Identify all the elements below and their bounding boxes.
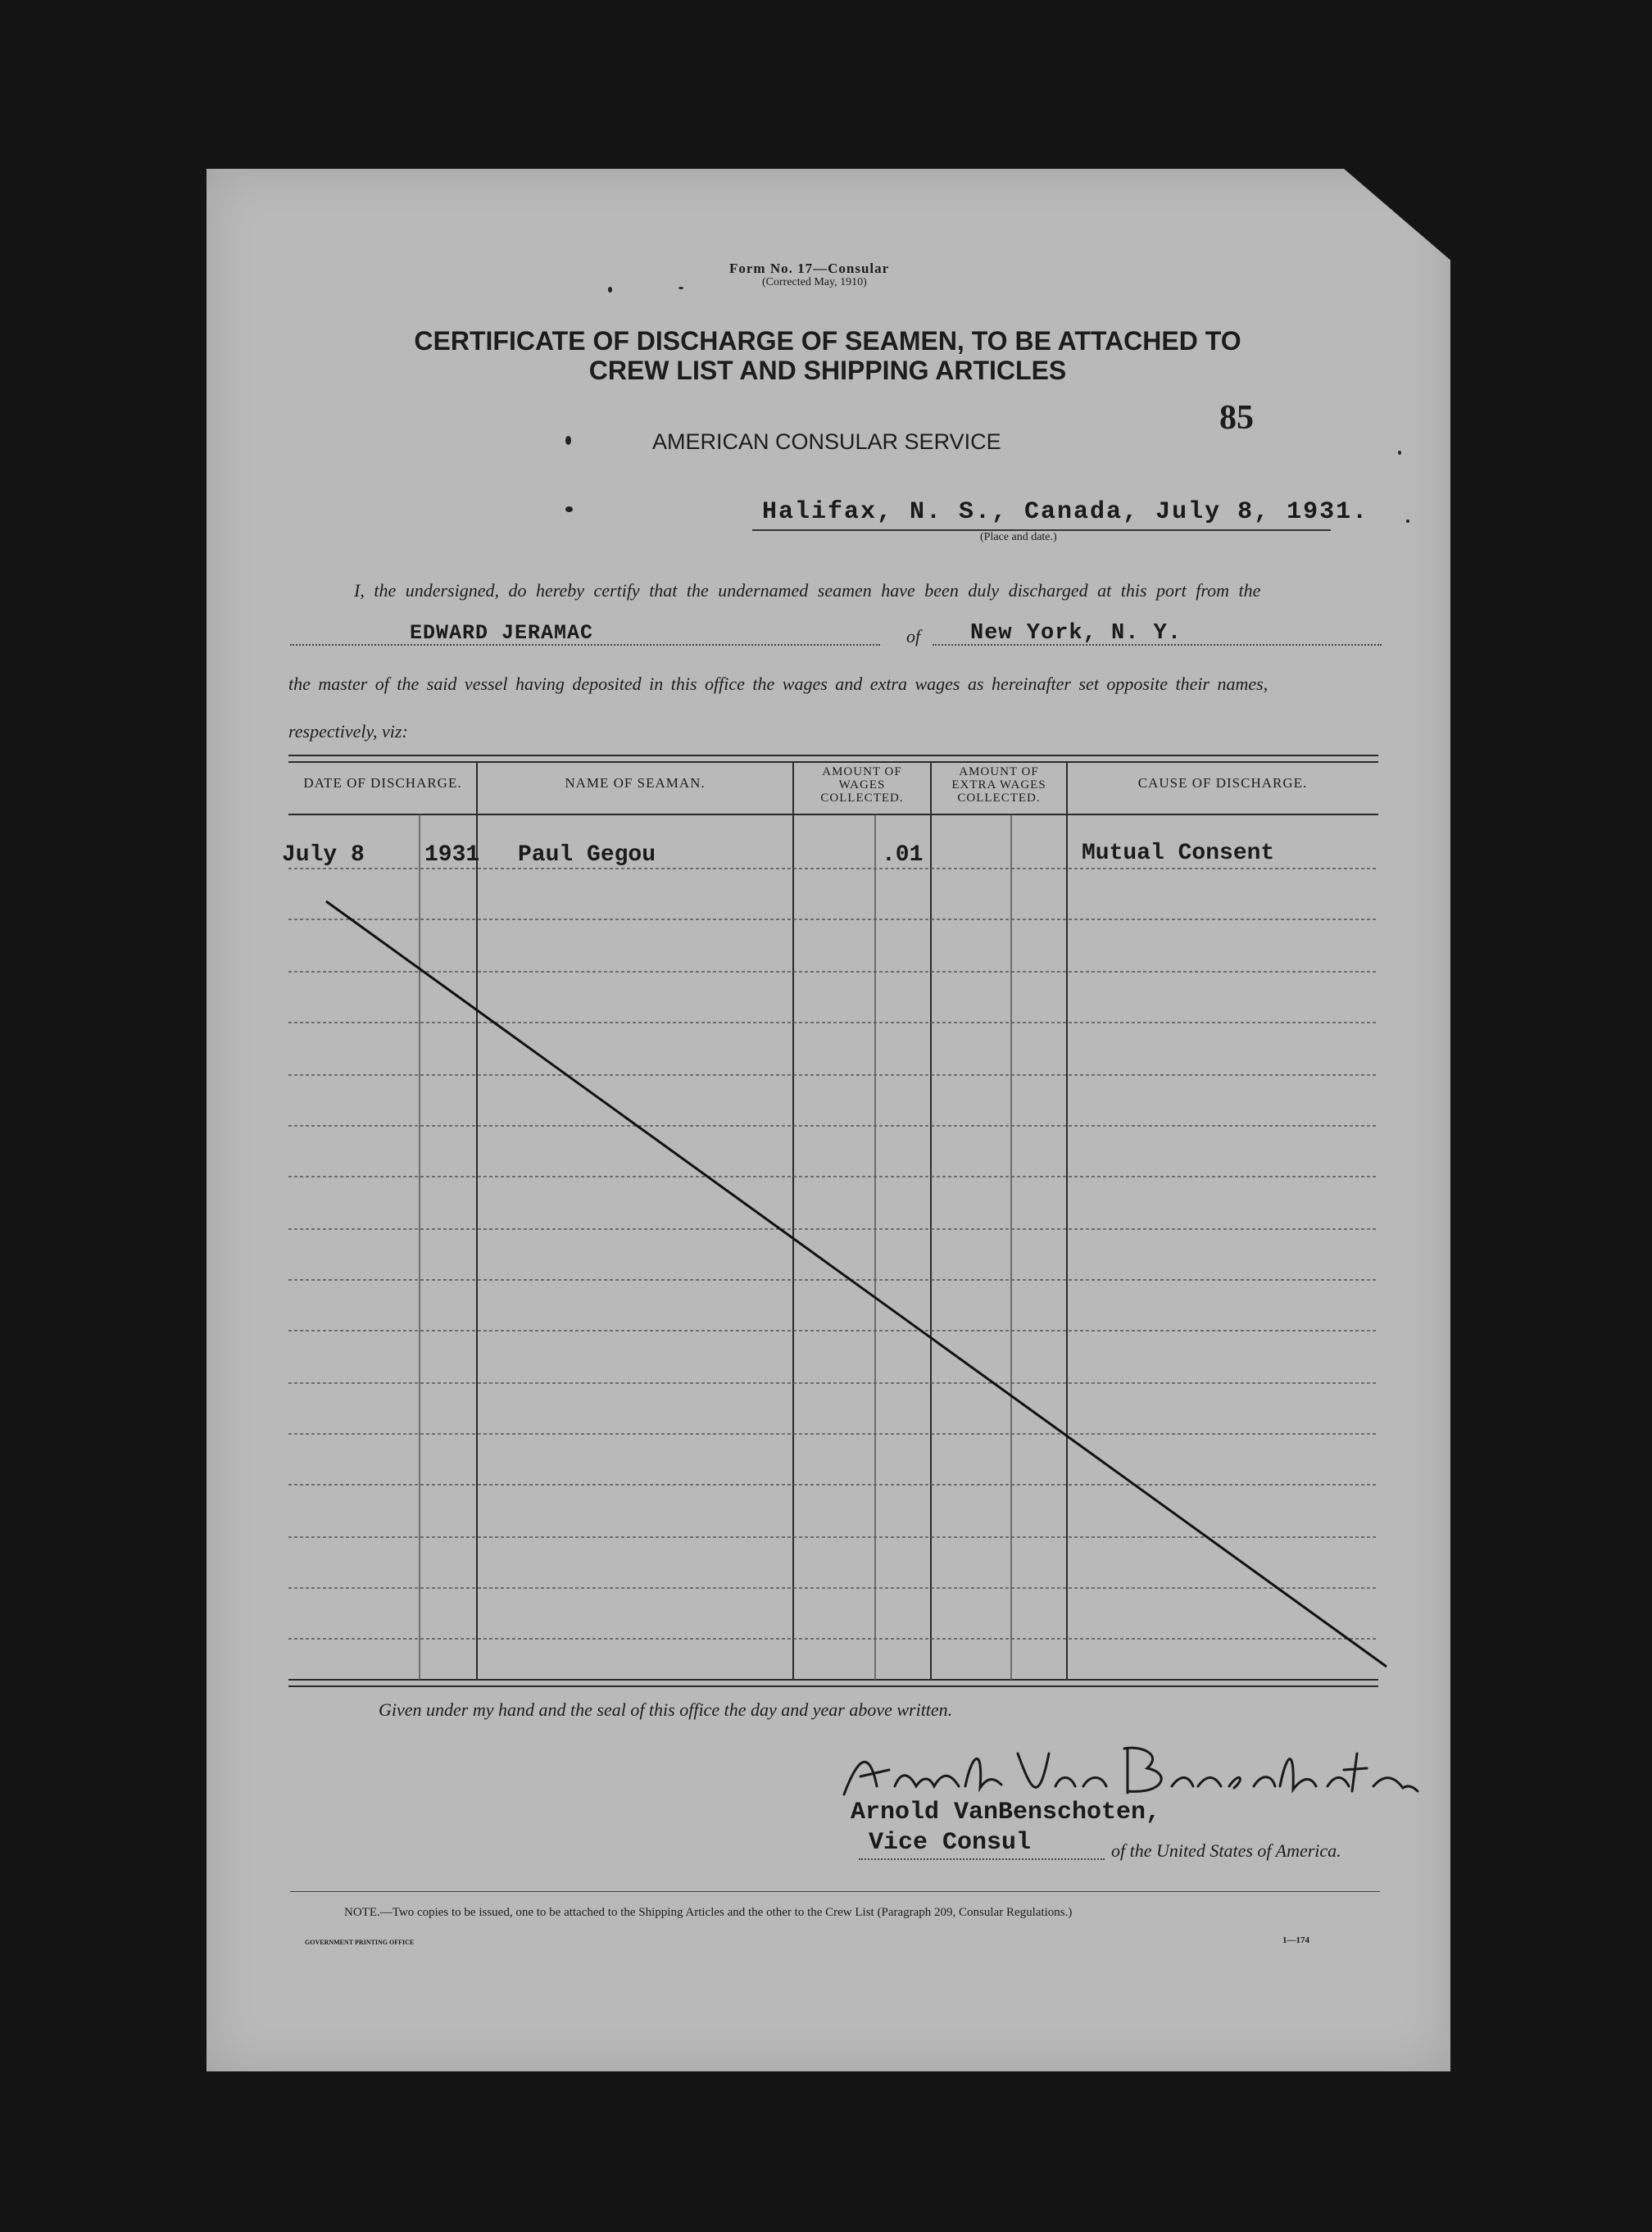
handwritten-number: 85: [1219, 399, 1254, 437]
header-extra-line-1: AMOUNT OF: [959, 765, 1039, 778]
of-united-states-text: of the United States of America.: [1111, 1840, 1341, 1861]
title-line-2: CREW LIST AND SHIPPING ARTICLES: [588, 356, 1067, 385]
title-line-1: CERTIFICATE OF DISCHARGE OF SEAMEN, TO BE ATTACHED TO: [414, 326, 1241, 356]
service-name: AMERICAN CONSULAR SERVICE: [652, 429, 1001, 454]
header-extra-line-2: EXTRA WAGES: [951, 778, 1046, 792]
printer-imprint: GOVERNMENT PRINTING OFFICE: [305, 1939, 415, 1946]
master-text: the master of the said vessel having deposited in this office the wages and extra wages as hereinafter set opposite their names,: [288, 674, 1268, 694]
signer-name: Arnold VanBenschoten,: [851, 1799, 1161, 1826]
header-wages-line-3: COLLECTED.: [820, 792, 904, 805]
certify-text: I, the undersigned, do hereby certify that the undernamed seamen have been duly discharged at this port from the: [354, 580, 1261, 601]
header-date: DATE OF DISCHARGE.: [303, 775, 462, 791]
header-cause: CAUSE OF DISCHARGE.: [1137, 775, 1308, 791]
signer-title-line: [859, 1858, 1105, 1860]
form-code: 1—174: [1282, 1935, 1309, 1945]
cancel-diagonal-line: [326, 901, 1386, 1667]
row-1-seaman-name: Paul Gegou: [518, 842, 656, 868]
form-number: Form No. 17—Consular: [729, 261, 890, 276]
header-extra-wages: [931, 765, 1067, 805]
row-1-date-day: July 8: [282, 842, 365, 868]
header-wages: [793, 765, 931, 805]
header-wages-line-2: WAGES: [838, 778, 886, 792]
respectively-text: respectively, viz:: [288, 721, 408, 742]
form-corrected-date: (Corrected May, 1910): [762, 276, 867, 288]
place-label: (Place and date.): [980, 531, 1057, 543]
header-wages-line-1: AMOUNT OF: [822, 765, 902, 778]
footer-rule: [290, 1891, 1380, 1892]
header-name: NAME OF SEAMAN.: [565, 775, 706, 791]
vessel-name: EDWARD JERAMAC: [410, 621, 594, 645]
vessel-port: New York, N. Y.: [970, 621, 1182, 646]
signer-title: Vice Consul: [869, 1829, 1032, 1857]
note-text: NOTE.—Two copies to be issued, one to be attached to the Shipping Articles and the other to the Crew List (Paragraph 209, Consular Regulations.): [344, 1906, 1073, 1919]
header-extra-line-3: COLLECTED.: [957, 792, 1041, 805]
row-1-cause: Mutual Consent: [1082, 841, 1275, 866]
given-text: Given under my hand and the seal of this office the day and year above written.: [379, 1699, 953, 1720]
row-1-date-year: 1931: [424, 842, 480, 868]
of-label: of: [906, 626, 921, 646]
place-and-date: Halifax, N. S., Canada, July 8, 1931.: [762, 498, 1369, 526]
row-1-wages: .01: [882, 842, 924, 868]
